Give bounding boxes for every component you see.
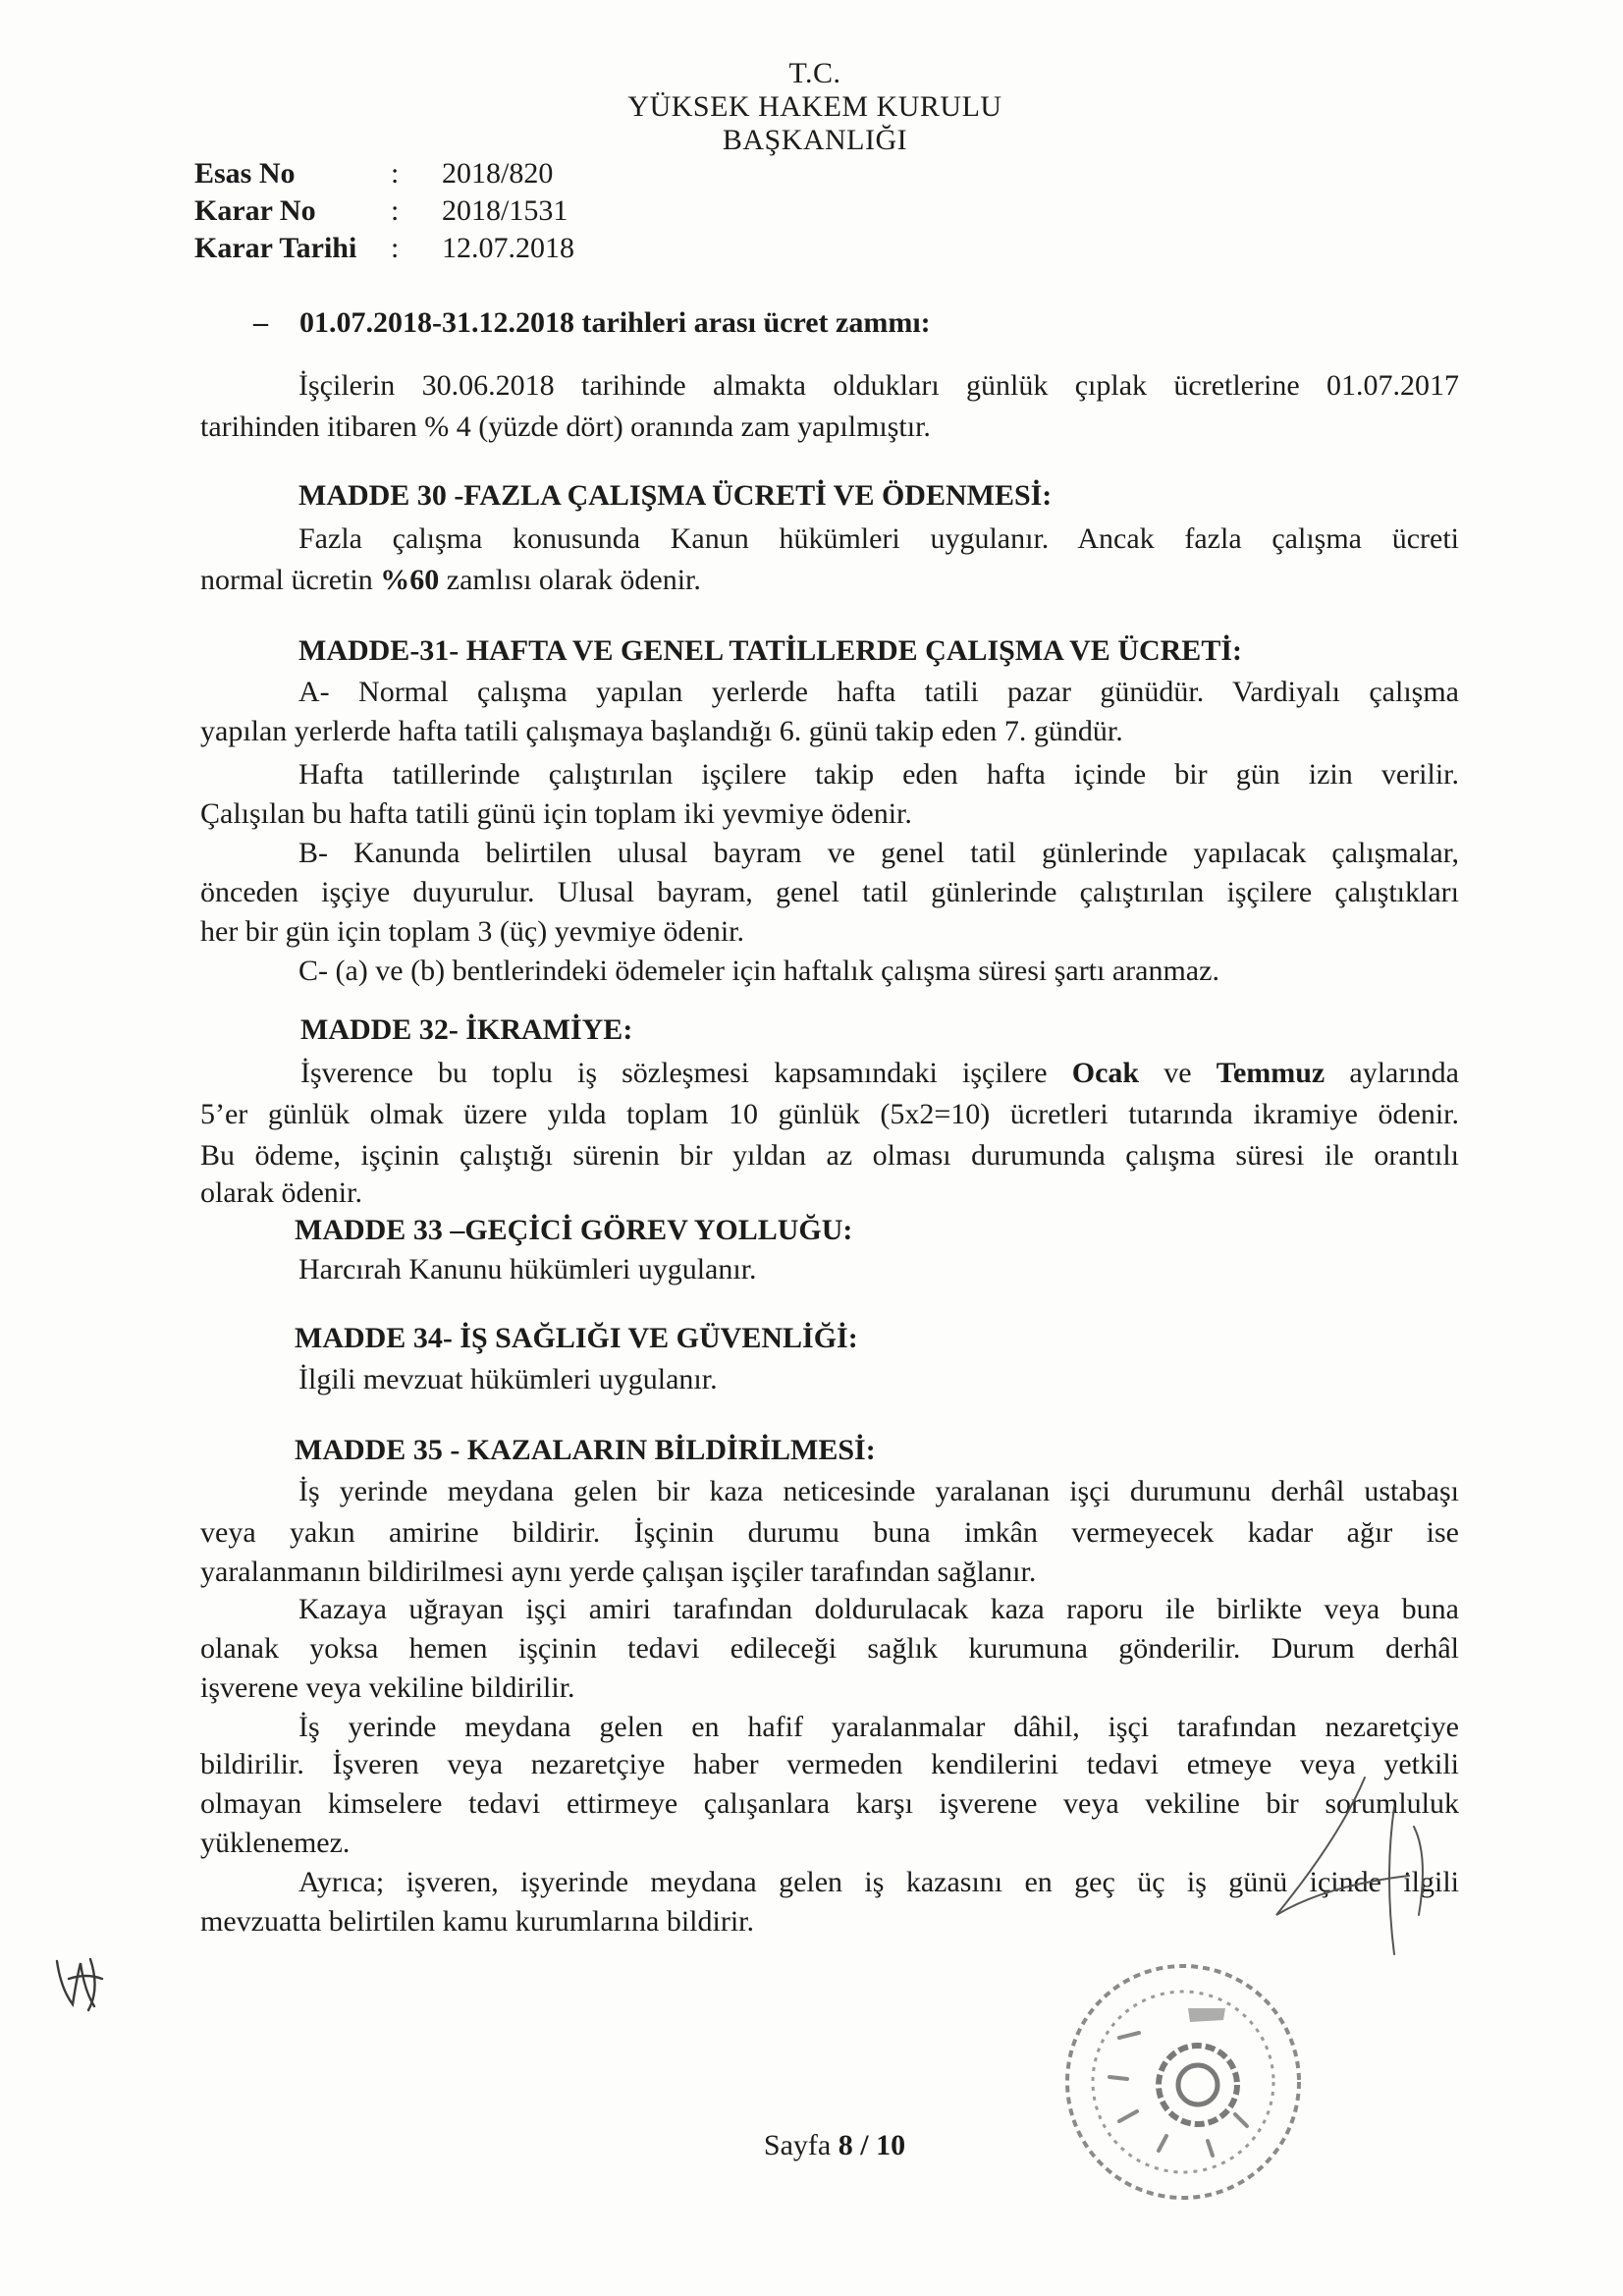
article-35-line-3: yaralanmanın bildirilmesi aynı yerde çalışan işçiler tarafından sağlanır. [200,1556,1037,1588]
article-35-line-10: yüklenemez. [200,1827,351,1859]
article-32-line-1-and: ve [1139,1057,1217,1089]
article-35-title: MADDE 35 - KAZALARIN BİLDİRİLMESİ: [295,1434,876,1466]
page-number [727,2129,943,2162]
karar-tarihi-value: 12.07.2018 [442,232,574,264]
article-35-line-6: işverene veya vekiline bildirilir. [200,1671,575,1704]
karar-no-sep: : [391,194,400,227]
article-32-month-july: Temmuz [1216,1057,1325,1089]
page-number-total: 10 [876,2129,906,2161]
karar-tarihi-label: Karar Tarihi [194,232,357,264]
raise-line-2: tarihinden itibaren % 4 (yüzde dört) oranında zam yapılmıştır. [200,410,931,443]
raise-line-1: İşçilerin 30.06.2018 tarihinde almakta oldukları günlük çıplak ücretlerine 01.07.2017 [298,369,1459,402]
article-30-overtime-rate: %60 [380,564,440,596]
karar-tarihi-sep: : [391,232,400,264]
raise-bullet: – [253,306,268,339]
article-30-title: MADDE 30 -FAZLA ÇALIŞMA ÜCRETİ VE ÖDENMESİ: [298,479,1053,512]
official-seal-stamp [1051,1949,1316,2214]
esas-no-label: Esas No [194,157,296,190]
article-35-line-7: İş yerinde meydana gelen en hafif yaralanmalar dâhil, işçi tarafından nezaretçiye [298,1711,1459,1743]
page-number-current: 8 [838,2129,853,2161]
article-31-line-4: Çalışılan bu hafta tatili günü için toplam iki yevmiye ödenir. [200,797,912,830]
article-35-line-1: İş yerinde meydana gelen bir kaza neticesinde yaralanan işçi durumunu derhâl ustabaşı [298,1475,1459,1507]
header-tc: T.C. [788,57,841,89]
article-32-line-4: olarak ödenir. [200,1176,362,1209]
article-30-line-1: Fazla çalışma konusunda Kanun hükümleri uygulanır. Ancak fazla çalışma ücreti [298,522,1459,555]
page-number-prefix: Sayfa [763,2129,839,2161]
article-31-line-8: C- (a) ve (b) bentlerindeki ödemeler için haftalık çalışma süresi şartı aranmaz. [298,955,1219,987]
article-31-line-7: her bir gün için toplam 3 (üç) yevmiye ödenir. [200,915,745,948]
header-institution: YÜKSEK HAKEM KURULU [627,90,1002,123]
article-35-line-12: mevzuatta belirtilen kamu kurumlarına bildirir. [200,1905,754,1938]
article-35-line-11: Ayrıca; işveren, işyerinde meydana gelen iş kazasını en geç üç iş günü içinde ilgili [298,1866,1459,1898]
karar-no-label: Karar No [194,194,316,227]
article-32-month-january: Ocak [1071,1057,1140,1089]
institution-header [589,57,1041,165]
article-32-line-1-end: aylarında [1325,1057,1459,1089]
signature-right [1247,1768,1443,1964]
article-31-title: MADDE-31- HAFTA VE GENEL TATİLLERDE ÇALIŞMA VE ÜCRETİ: [298,634,1242,667]
article-32-line-3: Bu ödeme, işçinin çalıştığı sürenin bir yıldan az olması durumunda çalışma süresi ile orantılı [200,1139,1459,1172]
article-32-line-2: 5’er günlük olmak üzere yılda toplam 10 günlük (5x2=10) ücretleri tutarında ikramiye ödenir. [200,1098,1459,1130]
article-35-line-5: olanak yoksa hemen işçinin tedavi edileceği sağlık kurumuna gönderilir. Durum derhâl [200,1632,1459,1665]
esas-no-sep: : [391,157,400,190]
article-31-line-5: B- Kanunda belirtilen ulusal bayram ve genel tatil günlerinde yapılacak çalışmalar, [298,837,1459,869]
article-31-line-3: Hafta tatillerinde çalıştırılan işçilere takip eden hafta içinde bir gün izin verilir. [298,758,1459,791]
initials-signature-left [51,1949,110,2018]
article-35-line-4: Kazaya uğrayan işçi amiri tarafından doldurulacak kaza raporu ile birlikte veya buna [298,1593,1459,1625]
header-presidency: BAŞKANLIĞI [722,124,908,156]
article-33-line-1: Harcırah Kanunu hükümleri uygulanır. [298,1253,757,1285]
page-number-sep: / [852,2129,877,2161]
article-32-title: MADDE 32- İKRAMİYE: [300,1013,633,1046]
article-34-title: MADDE 34- İŞ SAĞLIĞI VE GÜVENLİĞİ: [295,1322,858,1354]
article-34-line-1: İlgili mevzuat hükümleri uygulanır. [298,1363,718,1395]
article-35-line-8: bildirilir. İşveren veya nezaretçiye haber vermeden kendilerini tedavi etmeye veya yetkili [200,1748,1459,1780]
esas-no-value: 2018/820 [442,157,554,190]
article-32-line-1 [300,1057,1459,1090]
article-33-title: MADDE 33 –GEÇİCİ GÖREV YOLLUĞU: [295,1214,853,1246]
article-30-line-2-start: normal ücretin [200,564,381,596]
karar-no-value: 2018/1531 [442,194,568,227]
article-31-line-6: önceden işçiye duyurulur. Ulusal bayram, genel tatil günlerinde çalıştırılan işçilere çalıştıkları [200,876,1459,908]
article-30-line-2-end: zamlısı olarak ödenir. [439,564,701,596]
article-30-line-2 [200,564,701,597]
article-32-line-1-start: İşverence bu toplu iş sözleşmesi kapsamındaki işçilere [300,1057,1072,1089]
article-35-line-9: olmayan kimselere tedavi ettirmeye çalışanlara karşı işverene veya vekiline bir sorumluluk [200,1787,1459,1820]
raise-title: 01.07.2018-31.12.2018 tarihleri arası ücret zammı: [299,306,931,339]
article-35-line-2: veya yakın amirine bildirir. İşçinin durumu buna imkân vermeyecek kadar ağır ise [200,1516,1459,1549]
article-31-line-2: yapılan yerlerde hafta tatili çalışmaya başlandığı 6. günü takip eden 7. gündür. [200,715,1123,747]
article-31-line-1: A- Normal çalışma yapılan yerlerde hafta tatili pazar günüdür. Vardiyalı çalışma [298,676,1459,708]
